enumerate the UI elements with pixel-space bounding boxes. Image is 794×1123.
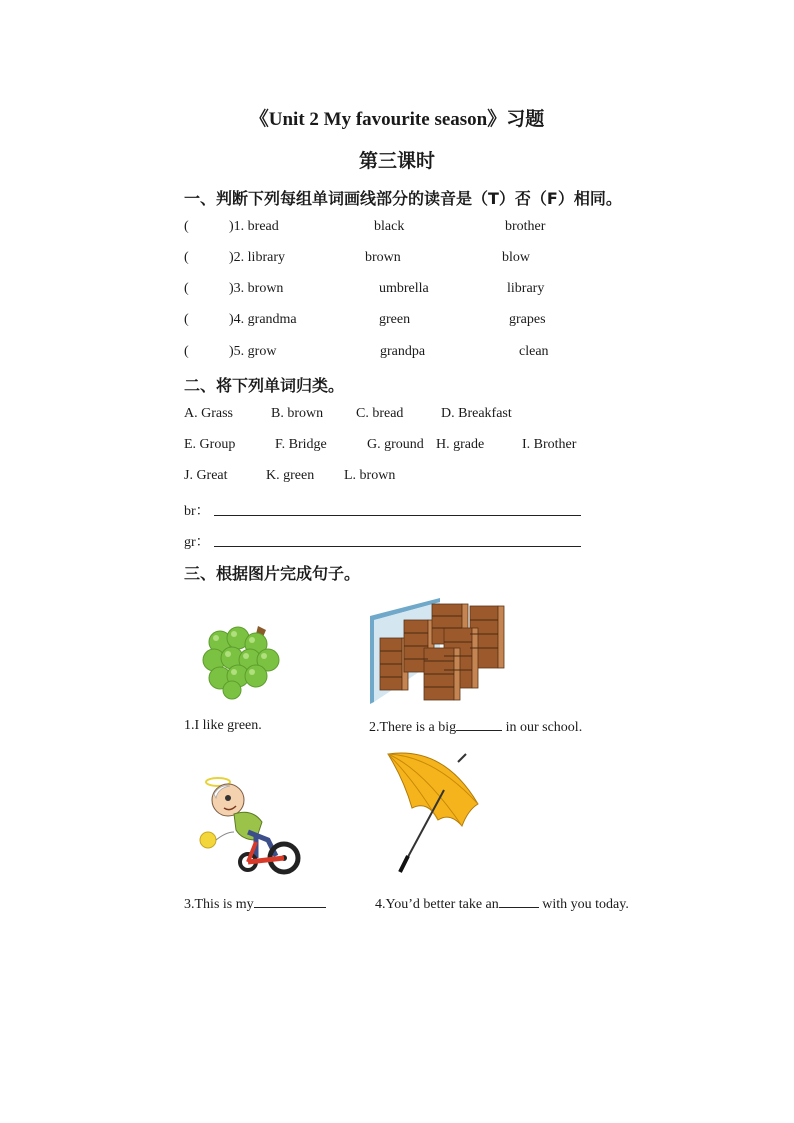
word-option: C. bread bbox=[356, 406, 404, 421]
word-option: F. Bridge bbox=[275, 437, 327, 452]
section2-heading: 二、将下列单词归类。 bbox=[184, 376, 345, 395]
row-word-3: library bbox=[507, 281, 545, 296]
word-option: E. Group bbox=[184, 437, 236, 452]
word-option: A. Grass bbox=[184, 406, 233, 421]
answer-paren: ( bbox=[184, 344, 189, 359]
library-icon bbox=[370, 598, 510, 706]
word-option: J. Great bbox=[184, 468, 228, 483]
section1-heading: 一、判断下列每组单词画线部分的读音是（T）否（F）相同。 bbox=[184, 189, 622, 208]
question-1: 1.I like green. bbox=[184, 718, 262, 733]
question-2-suffix: in our school. bbox=[505, 720, 583, 735]
question-4-blank[interactable] bbox=[499, 895, 539, 908]
word-option: H. grade bbox=[436, 437, 485, 452]
row-word-2: black bbox=[374, 219, 405, 234]
word-option: I. Brother bbox=[522, 437, 577, 452]
word-option: G. ground bbox=[367, 437, 424, 452]
row-word-1: )2. library bbox=[229, 250, 285, 265]
row-word-3: grapes bbox=[509, 312, 546, 327]
br-label: br： bbox=[184, 504, 210, 519]
grandpa-icon bbox=[196, 770, 304, 878]
grapes-icon bbox=[200, 620, 286, 700]
answer-paren: ( bbox=[184, 250, 189, 265]
row-word-1: )4. grandma bbox=[229, 312, 297, 327]
question-2-prefix: 2.There is a big bbox=[369, 720, 457, 735]
question-2-blank[interactable] bbox=[456, 718, 502, 731]
row-word-3: brother bbox=[505, 219, 546, 234]
umbrella-icon bbox=[384, 750, 484, 876]
word-option: D. Breakfast bbox=[441, 406, 512, 421]
question-3 bbox=[184, 895, 326, 913]
gr-answer-line[interactable] bbox=[214, 546, 581, 547]
question-4-suffix: with you today. bbox=[542, 897, 629, 912]
question-4-prefix: 4.You’d better take an bbox=[375, 897, 499, 912]
word-option: B. brown bbox=[271, 406, 324, 421]
br-answer-line[interactable] bbox=[214, 515, 581, 516]
question-2 bbox=[369, 718, 582, 736]
word-option: K. green bbox=[266, 468, 315, 483]
section3-heading: 三、根据图片完成句子。 bbox=[184, 564, 361, 583]
row-word-2: brown bbox=[365, 250, 401, 265]
answer-paren: ( bbox=[184, 312, 189, 327]
row-word-1: )3. brown bbox=[229, 281, 284, 296]
row-word-3: clean bbox=[519, 344, 549, 359]
row-word-2: grandpa bbox=[380, 344, 426, 359]
answer-paren: ( bbox=[184, 281, 189, 296]
answer-paren: ( bbox=[184, 219, 189, 234]
row-word-2: umbrella bbox=[379, 281, 429, 296]
gr-label: gr： bbox=[184, 535, 210, 550]
row-word-2: green bbox=[379, 312, 411, 327]
question-3-prefix: 3.This is my bbox=[184, 897, 254, 912]
question-4 bbox=[375, 895, 629, 913]
row-word-3: blow bbox=[502, 250, 530, 265]
row-word-1: )5. grow bbox=[229, 344, 277, 359]
word-option: L. brown bbox=[344, 468, 396, 483]
page-title: 《Unit 2 My favourite season》习题 bbox=[249, 109, 545, 130]
question-3-blank[interactable] bbox=[254, 895, 326, 908]
lesson-subtitle: 第三课时 bbox=[358, 151, 435, 172]
row-word-1: )1. bread bbox=[229, 219, 279, 234]
